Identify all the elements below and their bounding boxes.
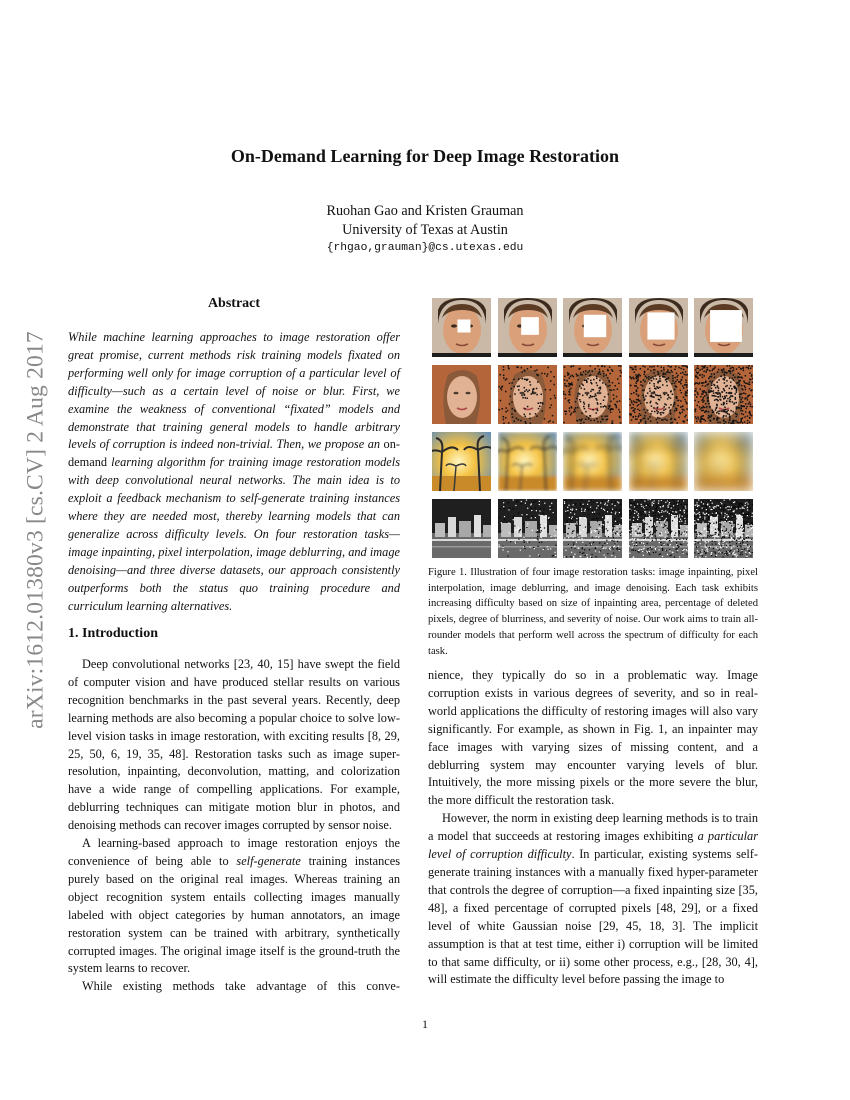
abstract-text [68, 329, 400, 616]
right-paragraph-1: nience, they typically do so in a problematic way. Image corruption exists in various degrees of severity, and so in real-world applications the difficulty of restoring images will also vary significantly. For example, as shown in Fig. 1, an inpainter may face images with varying sizes of missing content, and a deblurring system may encounter varying levels of blur. Intuitively, the more missing pixels or the more severe the blur, the more difficult the restoration task. [428, 668, 758, 808]
denoising-example-3 [563, 499, 622, 558]
author-email[interactable]: {rhgao,grauman}@cs.utexas.edu [326, 242, 524, 254]
page-number: 1 [422, 1017, 428, 1031]
left-column-body [68, 656, 400, 996]
intro-paragraph-2 [68, 835, 400, 978]
inpainting-example-2 [498, 298, 557, 357]
right-p2-a: However, the norm in existing deep learning methods is to train a model that succeeds at restoring images exhibiting [428, 811, 758, 844]
inpainting-example-5 [694, 298, 753, 357]
intro-p2-a: A learning-based approach to image restoration enjoys the convenience of being able to [68, 836, 400, 868]
intro-paragraph-1: Deep convolutional networks [23, 40, 15] have swept the field of computer vision and have produced stellar results on various recognition benchmarks in the past several years. Recently, deep learning methods are also becoming a popular choice to solve low-level vision tasks in image restoration, with exciting results [8, 29, 25, 50, 6, 19, 35, 48]. Restoration tasks such as image super-resolution, inpainting, deconvolution, matting, and colorization have a wide range of compelling applications. For example, deblurring techniques can mitigate motion blur in photos, and denoising methods can recover images corrupted by sensor noise. [68, 657, 400, 833]
interpolation-example-2 [498, 365, 557, 424]
abstract-part-1: While machine learning approaches to image restoration offer great promise, current methods risk training models fixated on performing well only for image corruption of a particular level of difficulty—such as a certain level of noise or blur. First, we examine the weakness of conventional “fixated” models and demonstrate that training general models to handle arbitrary levels of corruption is indeed non-trivial. Then, we propose an [68, 330, 400, 452]
affiliation: University of Texas at Austin [342, 222, 508, 238]
deblurring-example-3 [563, 432, 622, 491]
denoising-example-2 [498, 499, 557, 558]
denoising-example-1 [432, 499, 491, 558]
inpainting-example-1 [432, 298, 491, 357]
author-block [0, 202, 850, 240]
author-names: Ruohan Gao and Kristen Grauman [326, 203, 524, 219]
interpolation-example-5 [694, 365, 753, 424]
deblurring-example-2 [498, 432, 557, 491]
intro-p2-emphasis: self-generate [236, 853, 301, 868]
deblurring-example-1 [432, 432, 491, 491]
intro-p2-b: training instances purely based on the original real images. Whereas training an object recognition system entails collecting images manually labeled with object categories by human annotators, an image restoration system can be trained with arbitrary, synthetically corrupted images. The original image itself is the ground-truth the system learns to recover. [68, 853, 401, 976]
intro-paragraph-3: While existing methods take advantage of this conve- [82, 979, 400, 994]
abstract-heading: Abstract [207, 296, 261, 311]
section-heading-introduction: 1. Introduction [68, 626, 158, 641]
right-paragraph-2 [428, 810, 758, 989]
right-p2-emphasis: a particular level of corruption difficulty [428, 829, 758, 862]
interpolation-example-1 [432, 365, 491, 424]
abstract-upright-term: on-demand [68, 437, 400, 470]
figure-1-image-grid [432, 298, 754, 558]
denoising-example-5 [694, 499, 753, 558]
inpainting-example-3 [563, 298, 622, 357]
right-p2-b: . In particular, existing systems self-generate training instances with a manually fixed hyper-parameter that controls the degree of corruption—a fixed inpainting size [35, 48], a fixed percentage of corrupted pixels [48, 29], or a fixed level of white Gaussian noise [29, 45, 18, 3]. The implicit assumption is that at test time, either i) corruption will be limited to that same difficulty, or ii) some other process, e.g., [28, 30, 4], will estimate the difficulty level before passing the image to [428, 847, 759, 987]
denoising-example-4 [629, 499, 688, 558]
interpolation-example-3 [563, 365, 622, 424]
paper-title: On-Demand Learning for Deep Image Restoration [230, 146, 620, 166]
arxiv-identifier[interactable]: arXiv:1612.01380v3 [cs.CV] 2 Aug 2017 [22, 331, 49, 729]
deblurring-example-5 [694, 432, 753, 491]
interpolation-example-4 [629, 365, 688, 424]
abstract-part-2: learning algorithm for training image restoration models with deep convolutional neural networks. The main idea is to exploit a feedback mechanism to self-generate training instances where they are needed most, thereby learning models that can generalize across difficulty levels. On four restoration tasks—image inpainting, pixel interpolation, image deblurring, and image denoising—and three diverse datasets, our approach consistently outperforms both the status quo training procedure and curriculum learning alternatives. [68, 455, 400, 613]
inpainting-example-4 [629, 298, 688, 357]
deblurring-example-4 [629, 432, 688, 491]
right-column-body [428, 667, 758, 989]
figure-1-caption: Figure 1. Illustration of four image restoration tasks: image inpainting, pixel interpolation, image deblurring, and image denoising. Each task exhibits increasing difficulty based on size of inpainting area, percentage of deleted pixels, degree of blurriness, and severity of noise. Our work aims to train all-rounder models that perform well across the spectrum of difficulty for each task. [428, 567, 758, 657]
